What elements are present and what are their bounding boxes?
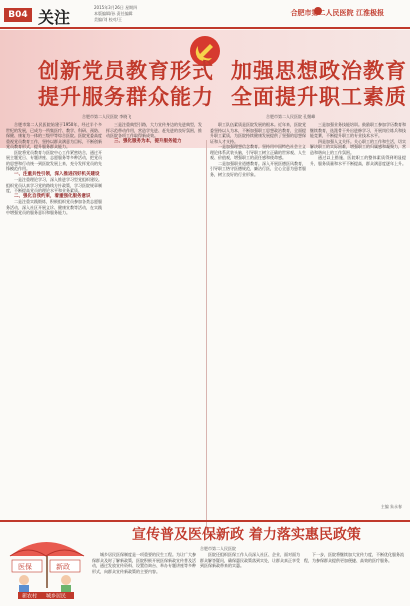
article-bottom-title: 宣传普及医保新政 着力落实惠民政策 <box>132 527 361 543</box>
article-left-title <box>38 58 214 110</box>
medical-insurance-illustration <box>4 526 88 600</box>
title-line: 加强思想政治教育 <box>231 58 407 83</box>
paragraph: 二是注重实践锻炼，积极组织党员参加各类志愿服务活动，深入社区开展义诊、健康宣教等活动，在实践中增强党员的服务意识和服务能力。 <box>6 199 102 215</box>
title-line: 创新党员教育形式 <box>38 58 214 83</box>
column-divider <box>206 140 207 530</box>
illustration-label: 新农村 <box>22 593 38 600</box>
paragraph: 一是注重理论学习，深入推进学习型党组织建设。组织党员认真学习党的路线方针政策，学习医院规章制度，不断提高党员的理论水平和业务素质。 <box>6 177 102 193</box>
paragraph: 城乡居民医保制度是一项重要的民生工程。为让广大参保群众及时了解新政策，医院积极开展医保新政宣传普及活动，通过发放宣传资料、设置咨询台、举办专题讲座等多种形式，向群众宣传新政策的主要内容。 <box>92 552 196 574</box>
article-bottom-column-3 <box>304 552 404 604</box>
article-right-column-2 <box>310 122 406 502</box>
section-title: 关注 <box>38 8 71 27</box>
editor-credit: 主编 朱永春 <box>380 504 402 509</box>
paragraph: 下一步，医院将继续加大宣传力度，不断优化服务流程，为参保群众提供更加便捷、高效的医疗服务。 <box>304 552 404 563</box>
paragraph: 三是注重典型引路，大力宣传身边的先进典型，发挥示范带动作用，营造学先进、赶先进的良好氛围，推动医院各项工作取得新成效。 <box>106 122 202 138</box>
meta-line: 2015年3月26日 星期四 <box>94 5 138 10</box>
article-bottom-byline: 合肥市第二人民医院 <box>200 546 236 551</box>
meta-line: 本版编辑/孙 责任编辑 <box>94 11 133 16</box>
bottom-divider <box>0 520 410 522</box>
article-bottom-column-1 <box>92 552 196 604</box>
subhead: 三、强化服务为本，提升服务能力 <box>114 138 182 144</box>
paragraph: 通过以上措施，医院职工的整体素质得到明显提升，服务质量和水平不断提高，群众满意度逐年上升。 <box>310 155 406 166</box>
header-divider <box>0 27 410 29</box>
article-bottom-column-2 <box>200 552 300 604</box>
paragraph: 二是加强职业道德教育。深入开展医德医风教育，引导职工恪守医德规范，廉洁行医，全心全意为患者服务，树立良好的行业形象。 <box>210 160 306 177</box>
article-left-column-1 <box>6 122 102 518</box>
hospital-name: 合肥市第二人民医院 江淮极报 <box>290 9 384 17</box>
illustration-label: 城乡居民 <box>46 593 67 600</box>
issue-meta <box>94 5 194 23</box>
article-left-byline: 合肥市第二人民医院 李晓飞 <box>82 114 132 119</box>
illustration-label: 医保 <box>18 563 32 571</box>
paragraph: 合肥市第二人民医院始建于1950年，经过半个多世纪的发展，已成为一所集医疗、教学、科研、预防、保健、康复为一体的三级甲等综合医院。医院党委高度重视党员教育工作，坚持以群众满意为目标，不断创新党员教育形式，提升服务群众能力。 <box>6 122 102 149</box>
paragraph: 职工队伍素质是医院发展的根本。近年来，医院党委坚持以人为本，不断加强职工思想政治教育，全面提升职工素质，为医院持续健康发展提供了坚强的思想保证和人才支持。 <box>210 122 306 144</box>
page-header <box>0 0 410 30</box>
subhead: 一、注重共性引领，深入推进四好机关建设 <box>14 171 100 177</box>
page-number: B04 <box>4 8 32 22</box>
article-left-column-2 <box>106 122 202 518</box>
paragraph: 四是加强人文关怀。关心职工的工作和生活，切实解决职工的实际困难，增强职工的归属感和凝聚力，营造和谐向上的工作氛围。 <box>310 138 406 155</box>
paragraph: 三是加强业务技能培训。鼓励职工参加学历教育和继续教育，选派骨干外出进修学习，开展岗位练兵和技能竞赛，不断提升职工的专业技术水平。 <box>310 122 406 138</box>
paragraph: 医院还组织医保工作人员深入社区、企业，面对面为群众解答疑问，确保惠民政策落到实处，让群众真正享受到医保新政带来的实惠。 <box>200 552 300 568</box>
illustration-label: 新政 <box>56 563 70 571</box>
article-right-title <box>231 58 407 110</box>
article-right-byline: 合肥市第二人民医院 孔继峰 <box>266 114 316 119</box>
title-line: 提升服务群众能力 <box>38 84 214 109</box>
meta-line: 美编/刘 校对/王 <box>94 17 122 22</box>
article-right-column-1 <box>210 122 306 518</box>
paragraph: 一是加强理想信念教育。坚持用中国特色社会主义理论体系武装头脑，引导职工树立正确的世界观、人生观、价值观，增强职工的责任感和使命感。 <box>210 144 306 160</box>
paragraph: 医院将党员教育与医院中心工作紧密结合，通过开展主题党日、专题讲座、志愿服务等多种活动，把党员的思想和行动统一到医院发展上来，充分发挥党员的先锋模范作用。 <box>6 149 102 171</box>
subhead: 二、强化自我约束，着重强化服务意识 <box>14 193 91 199</box>
title-line: 全面提升职工素质 <box>231 84 407 109</box>
